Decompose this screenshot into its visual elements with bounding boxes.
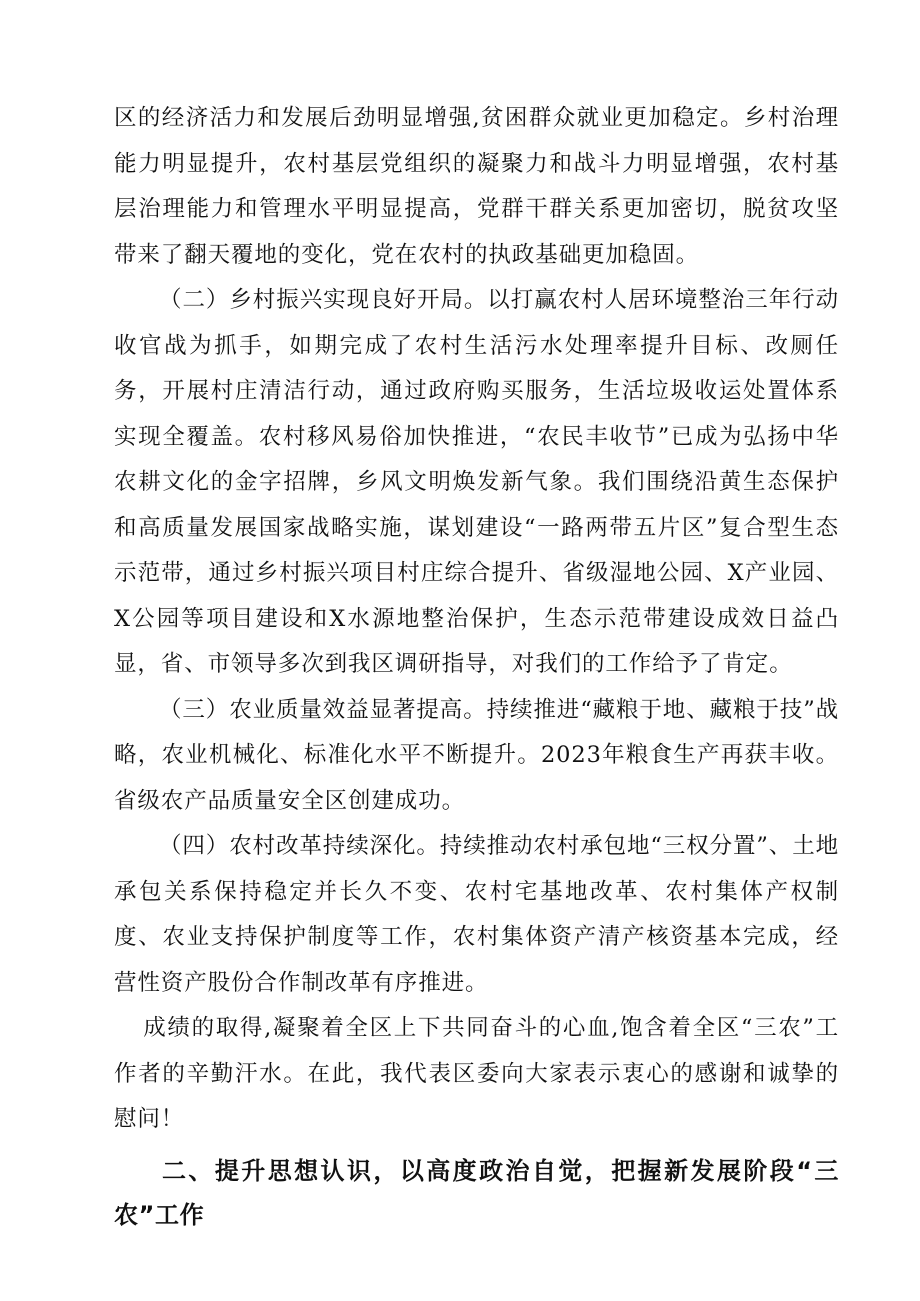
paragraph-rural-governance: 区的经济活力和发展后劲明显增强,贫困群众就业更加稳定。乡村治理能力明显提升，农村基层党组织的凝聚力和战斗力明显增强，农村基层治理能力和管理水平明显提高，党群干群关系更加密切，脱贫攻坚带来了翻天覆地的变化，党在农村的执政基础更加稳固。 [114, 105, 839, 268]
paragraph-rural-reform: （四）农村改革持续深化。持续推动农村承包地“三权分置”、土地承包关系保持稳定并长久不变、农村宅基地改革、农村集体产权制度、农业支持保护制度等工作，农村集体资产清产核资基本完成，经营性资产股份合作制改革有序推进。 [114, 833, 840, 996]
paragraph-agricultural-quality: （三）农业质量效益显著提高。持续推进“藏粮于地、藏粮于技”战略，农业机械化、标准化水平不断提升。2023年粮食生产再获丰收。省级农产品质量安全区创建成功。 [114, 696, 840, 814]
document-body [114, 96, 839, 1237]
paragraph-acknowledgement: 成绩的取得,凝聚着全区上下共同奋斗的心血,饱含着全区“三农”工作者的辛勤汗水。在此，我代表区委向大家表示衷心的感谢和诚挚的慰问！ [114, 1015, 839, 1132]
section-heading: 二、提升思想认识，以高度政治自觉，把握新发展阶段“三农”工作 [114, 1156, 839, 1229]
paragraph-rural-revitalization: （二）乡村振兴实现良好开局。以打赢农村人居环境整治三年行动收官战为抓手，如期完成了农村生活污水处理率提升目标、改厕任务，开展村庄清洁行动，通过政府购买服务，生活垃圾收运处置体系实现全覆盖。农村移风易俗加快推进，“农民丰收节”已成为弘扬中华农耕文化的金字招牌，乡风文明焕发新气象。我们围绕沿黄生态保护和高质量发展国家战略实施，谋划建设“一路两带五片区”复合型生态示范带，通过乡村振兴项目村庄综合提升、省级湿地公园、X产业园、X公园等项目建设和X水源地整治保护，生态示范带建设成效日益凸显，省、市领导多次到我区调研指导，对我们的工作给予了肯定。 [114, 287, 839, 677]
